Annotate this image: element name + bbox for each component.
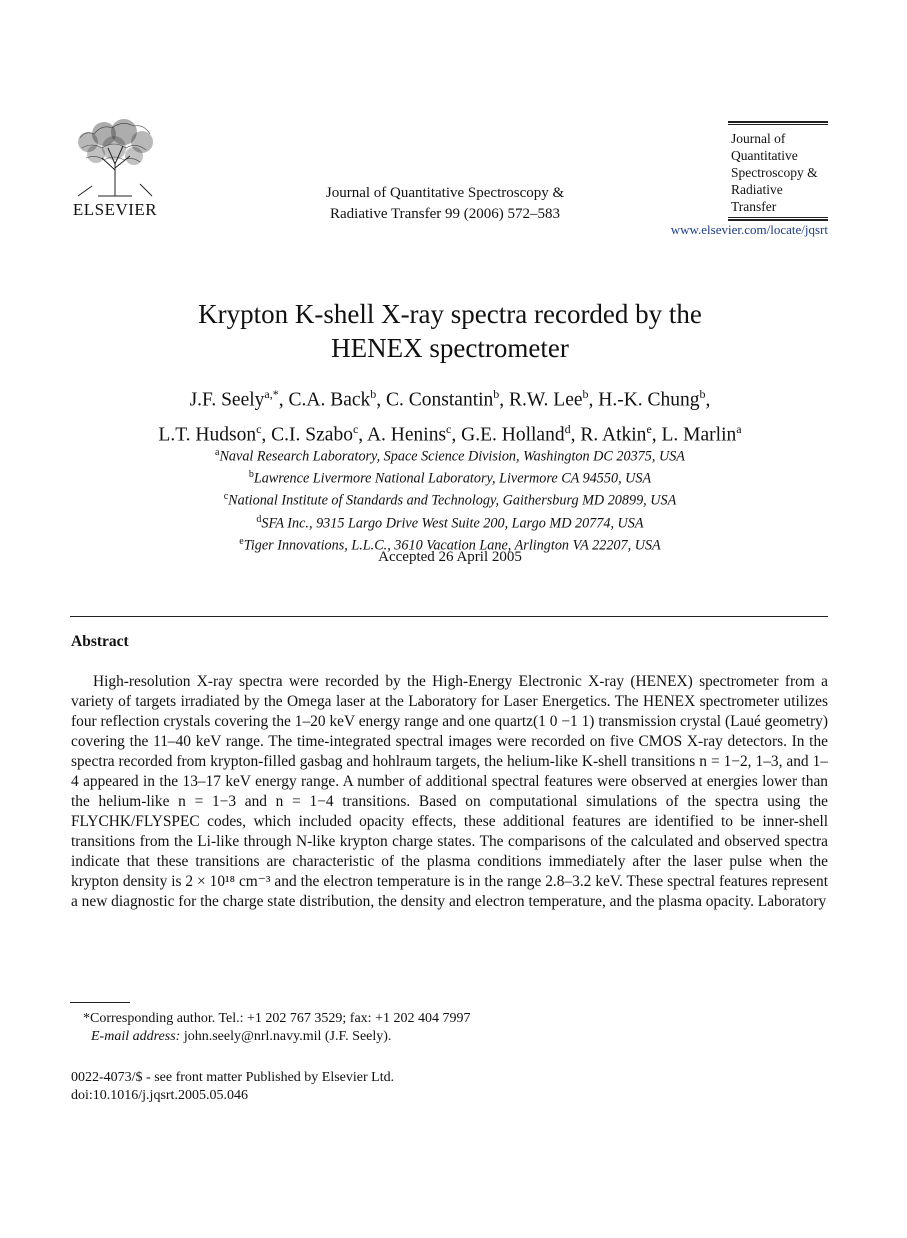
author-line-2: L.T. Hudson$^c$, C.I. Szabo$^c$, A. Henins$^c$, G.E. Holland$^d$, R. Atkin$^e$, L. Marlin$^a$: [158, 421, 742, 445]
author-name: L.T. Hudson: [158, 424, 257, 445]
journal-logo-title: [728, 126, 828, 216]
author-name: C.A. Back: [288, 389, 371, 411]
elsevier-logo: [68, 118, 162, 218]
author-affiliation-mark: e: [646, 421, 652, 436]
author-affiliation-mark: c: [446, 421, 452, 436]
footnote: [71, 1010, 671, 1046]
affiliation-text: Naval Research Laboratory, Space Science Division, Washington DC 20375, USA: [219, 448, 685, 465]
affiliation-text: National Institute of Standards and Technology, Gaithersburg MD 20899, USA: [228, 493, 677, 510]
author-name: G.E. Holland: [461, 424, 565, 445]
affiliation-mark: a: [215, 447, 220, 458]
author-affiliation-mark: b: [493, 387, 500, 401]
journal-citation-line1: Journal of Quantitative Spectroscopy &: [325, 185, 565, 201]
journal-citation: [300, 183, 590, 225]
email-address[interactable]: john.seely@nrl.navy.mil (J.F. Seely).: [183, 1029, 392, 1044]
affiliation-text: Tiger Innovations, L.L.C., 3610 Vacation Lane, Arlington VA 22207, USA: [243, 537, 661, 554]
affiliation-mark: d: [256, 513, 262, 525]
elsevier-wordmark: ELSEVIER: [72, 200, 158, 219]
author-name: H.-K. Chung: [598, 389, 700, 411]
journal-logo-rule-top2: [728, 124, 828, 125]
author-affiliation-mark: c: [256, 421, 262, 436]
journal-logo-rule-bottom2: [728, 219, 828, 221]
author-affiliation-mark: b: [699, 387, 706, 401]
author-name: C.I. Szabo: [271, 424, 353, 445]
journal-logo-line: Journal of: [731, 131, 786, 146]
journal-citation-line2: Radiative Transfer 99 (2006) 572–583: [330, 206, 560, 222]
abstract-heading: Abstract: [71, 633, 129, 650]
corresponding-author-note: *Corresponding author. Tel.: +1 202 767 3529; fax: +1 202 404 7997: [83, 1011, 471, 1026]
author-name: C. Constantin: [386, 389, 494, 411]
journal-website-link[interactable]: www.elsevier.com/locate/jqsrt: [670, 222, 828, 237]
author-affiliation-mark: a,*: [264, 387, 279, 401]
affiliation-mark: c: [223, 491, 229, 503]
journal-logo-line: Transfer: [731, 199, 777, 214]
issn-block: [71, 1069, 671, 1105]
author-name: L. Marlin: [661, 424, 737, 445]
section-divider: [70, 616, 828, 617]
author-name: R.W. Lee: [509, 389, 583, 411]
article-title-line2: HENEX spectrometer: [331, 333, 569, 363]
affiliation-mark: e: [239, 535, 244, 547]
author-affiliation-mark: d: [564, 421, 571, 436]
journal-logo-line: Radiative: [731, 182, 783, 197]
author-affiliation-mark: b: [582, 387, 589, 401]
author-affiliation-mark: a: [736, 421, 742, 436]
doi-line[interactable]: doi:10.1016/j.jqsrt.2005.05.046: [71, 1088, 248, 1103]
journal-logo-line: Spectroscopy &: [731, 165, 818, 180]
abstract-paragraph: High-resolution X-ray spectra were recorded by the High-Energy Electronic X-ray (HENEX) spectrometer from a variety of targets irradiated by the Omega laser at the Laboratory for Laser Energetics. The HENEX spectrometer utilizes four reflection crystals covering the 1–20 keV energy range and one quartz(1 0 −1 1) transmission crystal (Laué geometry) covering the 11–40 keV range. The time-integrated spectral images were recorded on five CMOS X-ray detectors. In the spectra recorded from krypton-filled gasbag and hohlraum targets, the helium-like K-shell transitions n = 1−2, 1–3, and 1–4 appeared in the 13–17 keV energy range. A number of additional spectral features were observed at energies lower than the helium-like n = 1−3 and n = 1−4 transitions. Based on computational simulations of the spectra using the FLYCHK/FLYSPEC codes, which included opacity effects, these additional features are identified to be inner-shell transitions from the Li-like through N-like krypton charge states. The comparisons of the calculated and observed spectra indicate that these transitions are characteristic of the plasma conditions immediately after the laser pulse when the krypton density is 2 × 10¹⁸ cm⁻³ and the electron temperature is in the range 2.8–3.2 keV. These spectral features represent a new diagnostic for the charge state distribution, the density and electron temperature, and the plasma opacity. Laboratory: [71, 673, 828, 910]
footnote-divider: [70, 1002, 130, 1003]
author-name: R. Atkin: [580, 424, 647, 445]
accepted-date: Accepted 26 April 2005: [378, 549, 522, 565]
issn-line: 0022-4073/$ - see front matter Published by Elsevier Ltd.: [71, 1070, 395, 1085]
affiliation-c: [80, 488, 820, 510]
article-title-line1: Krypton K-shell X-ray spectra recorded by the: [198, 299, 702, 329]
email-line: [71, 1028, 671, 1046]
author-list: [40, 380, 860, 449]
author-line-1: J.F. Seely$^{a,*}$, C.A. Back$^b$, C. Constantin$^b$, R.W. Lee$^b$, H.-K. Chung$^b$,: [189, 387, 711, 411]
journal-logo-line: Quantitative: [731, 148, 798, 163]
abstract-body: [71, 672, 828, 912]
journal-logo: [728, 120, 828, 222]
author-affiliation-mark: c: [352, 421, 359, 436]
affiliation-text: SFA Inc., 9315 Largo Drive West Suite 200, Largo MD 20774, USA: [261, 515, 644, 532]
affiliation-text: Lawrence Livermore National Laboratory, Livermore CA 94550, USA: [253, 470, 652, 487]
affiliation-list: [80, 444, 820, 555]
author-name: J.F. Seely: [189, 389, 265, 411]
affiliation-a: [80, 444, 820, 466]
journal-logo-rule-bottom: [728, 217, 828, 218]
email-label: E-mail address:: [91, 1029, 181, 1044]
affiliation-mark: b: [248, 469, 254, 481]
tree-icon: [68, 118, 162, 198]
affiliation-d: [80, 511, 820, 533]
affiliation-b: [80, 466, 820, 488]
author-affiliation-mark: b: [370, 387, 377, 401]
article-title: [60, 297, 840, 365]
journal-logo-rule-top: [728, 121, 828, 123]
author-name: A. Henins: [366, 424, 447, 445]
